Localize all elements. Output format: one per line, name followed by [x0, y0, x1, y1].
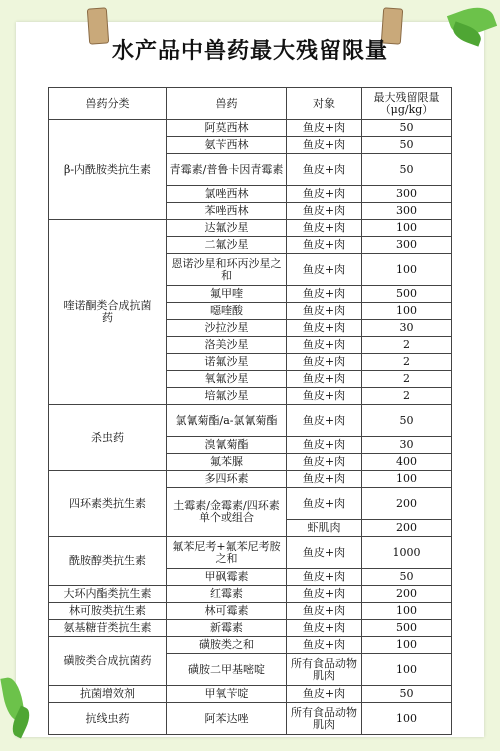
target-cell: 鱼皮+肉	[287, 137, 362, 154]
target-cell: 鱼皮+肉	[287, 405, 362, 437]
drug-cell: 磺胺二甲基嘧啶	[167, 654, 287, 686]
limit-cell: 100	[362, 303, 452, 320]
table-row	[49, 603, 452, 620]
target-cell: 鱼皮+肉	[287, 371, 362, 388]
limit-cell: 100	[362, 654, 452, 686]
target-cell: 鱼皮+肉	[287, 220, 362, 237]
drug-cell: 多四环素	[167, 471, 287, 488]
target-cell: 鱼皮+肉	[287, 186, 362, 203]
table-row	[49, 120, 452, 137]
drug-cell: 氟苯尼考+氟苯尼考胺之和	[167, 537, 287, 569]
limit-cell: 300	[362, 203, 452, 220]
table-row	[49, 586, 452, 603]
target-cell: 鱼皮+肉	[287, 354, 362, 371]
target-cell: 鱼皮+肉	[287, 120, 362, 137]
category-cell: 氨基糖苷类抗生素	[49, 620, 167, 637]
target-cell: 鱼皮+肉	[287, 603, 362, 620]
drug-cell: 甲氧苄啶	[167, 686, 287, 703]
limit-cell: 50	[362, 137, 452, 154]
target-cell: 鱼皮+肉	[287, 437, 362, 454]
drug-cell: 氟苯脲	[167, 454, 287, 471]
table-row	[49, 686, 452, 703]
limit-cell: 100	[362, 637, 452, 654]
drug-cell: 林可霉素	[167, 603, 287, 620]
limit-cell: 2	[362, 354, 452, 371]
target-cell: 鱼皮+肉	[287, 337, 362, 354]
limit-cell: 50	[362, 120, 452, 137]
target-cell: 鱼皮+肉	[287, 537, 362, 569]
category-cell: 大环内酯类抗生素	[49, 586, 167, 603]
limit-cell: 30	[362, 320, 452, 337]
page-title: 水产品中兽药最大残留限量	[111, 38, 388, 64]
category-cell: β-内酰胺类抗生素	[49, 120, 167, 220]
drug-cell: 阿苯达唑	[167, 703, 287, 735]
drug-cell: 新霉素	[167, 620, 287, 637]
target-cell: 鱼皮+肉	[287, 237, 362, 254]
drug-cell: 沙拉沙星	[167, 320, 287, 337]
category-cell: 磺胺类合成抗菌药	[49, 637, 167, 686]
category-cell: 酰胺醇类抗生素	[49, 537, 167, 586]
target-cell: 鱼皮+肉	[287, 471, 362, 488]
category-cell: 杀虫药	[49, 405, 167, 471]
target-cell: 所有食品动物肌肉	[287, 703, 362, 735]
target-cell: 鱼皮+肉	[287, 154, 362, 186]
target-cell: 鱼皮+肉	[287, 320, 362, 337]
limit-cell: 2	[362, 371, 452, 388]
target-cell: 所有食品动物肌肉	[287, 654, 362, 686]
drug-cell: 二氟沙星	[167, 237, 287, 254]
drug-cell: 培氟沙星	[167, 388, 287, 405]
target-cell: 鱼皮+肉	[287, 686, 362, 703]
category-cell: 抗菌增效剂	[49, 686, 167, 703]
header-limit: 最大残留限量 （μg/kg）	[362, 88, 452, 120]
limit-cell: 100	[362, 471, 452, 488]
table-row	[49, 220, 452, 237]
limit-cell: 1000	[362, 537, 452, 569]
limit-cell: 50	[362, 569, 452, 586]
drug-cell: 苯唑西林	[167, 203, 287, 220]
target-cell: 鱼皮+肉	[287, 488, 362, 520]
limit-cell: 2	[362, 337, 452, 354]
header-drug: 兽药	[167, 88, 287, 120]
drug-cell: 洛美沙星	[167, 337, 287, 354]
drug-cell: 达氟沙星	[167, 220, 287, 237]
drug-cell: 溴氰菊酯	[167, 437, 287, 454]
limit-cell: 100	[362, 703, 452, 735]
table-row	[49, 405, 452, 437]
category-cell: 抗线虫药	[49, 703, 167, 735]
limit-cell: 2	[362, 388, 452, 405]
drug-cell: 噁喹酸	[167, 303, 287, 320]
drug-cell: 氧氟沙星	[167, 371, 287, 388]
limit-cell: 200	[362, 488, 452, 520]
limit-cell: 50	[362, 686, 452, 703]
table-row	[49, 703, 452, 735]
table-row	[49, 471, 452, 488]
drug-cell: 氯唑西林	[167, 186, 287, 203]
target-cell: 鱼皮+肉	[287, 620, 362, 637]
limit-cell: 100	[362, 220, 452, 237]
limit-cell: 300	[362, 237, 452, 254]
target-cell: 鱼皮+肉	[287, 569, 362, 586]
drug-cell: 阿莫西林	[167, 120, 287, 137]
limit-cell: 100	[362, 603, 452, 620]
target-cell: 鱼皮+肉	[287, 254, 362, 286]
limit-cell: 50	[362, 154, 452, 186]
table-header-row	[49, 88, 452, 120]
target-cell: 鱼皮+肉	[287, 388, 362, 405]
table-row	[49, 620, 452, 637]
limit-cell: 50	[362, 405, 452, 437]
target-cell: 鱼皮+肉	[287, 454, 362, 471]
target-cell: 鱼皮+肉	[287, 637, 362, 654]
residue-limit-table	[48, 87, 452, 735]
drug-cell: 诺氟沙星	[167, 354, 287, 371]
drug-cell: 红霉素	[167, 586, 287, 603]
drug-cell: 磺胺类之和	[167, 637, 287, 654]
category-cell: 林可胺类抗生素	[49, 603, 167, 620]
limit-cell: 200	[362, 586, 452, 603]
drug-cell: 氟甲喹	[167, 286, 287, 303]
table-row	[49, 637, 452, 654]
header-category: 兽药分类	[49, 88, 167, 120]
header-target: 对象	[287, 88, 362, 120]
category-cell: 喹诺酮类合成抗菌药	[49, 220, 167, 405]
drug-cell: 恩诺沙星和环丙沙星之和	[167, 254, 287, 286]
table-row	[49, 537, 452, 569]
limit-cell: 400	[362, 454, 452, 471]
limit-cell: 200	[362, 520, 452, 537]
target-cell: 鱼皮+肉	[287, 303, 362, 320]
target-cell: 鱼皮+肉	[287, 586, 362, 603]
target-cell: 鱼皮+肉	[287, 286, 362, 303]
limit-cell: 100	[362, 254, 452, 286]
drug-cell: 青霉素/普鲁卡因青霉素	[167, 154, 287, 186]
limit-cell: 30	[362, 437, 452, 454]
drug-cell: 土霉素/金霉素/四环素单个或组合	[167, 488, 287, 537]
limit-cell: 300	[362, 186, 452, 203]
target-cell: 鱼皮+肉	[287, 203, 362, 220]
limit-cell: 500	[362, 620, 452, 637]
limit-cell: 500	[362, 286, 452, 303]
drug-cell: 氨苄西林	[167, 137, 287, 154]
drug-cell: 甲砜霉素	[167, 569, 287, 586]
target-cell: 虾肌肉	[287, 520, 362, 537]
category-cell: 四环素类抗生素	[49, 471, 167, 537]
drug-cell: 氯氰菊酯/a-氯氰菊酯	[167, 405, 287, 437]
